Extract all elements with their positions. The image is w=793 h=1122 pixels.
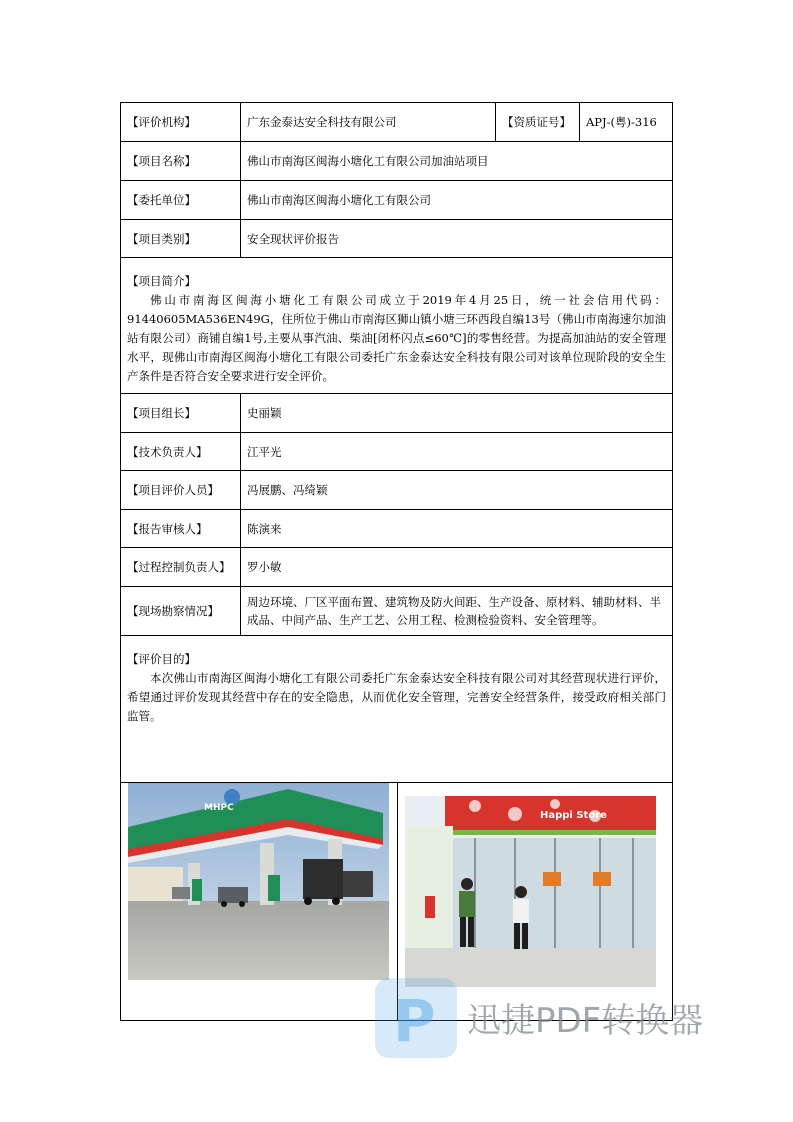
- process-value: 罗小敏: [247, 560, 282, 574]
- intro-label: 【项目简介】: [127, 274, 196, 288]
- evaluators-value: 冯展鹏、冯绮颖: [247, 483, 328, 497]
- cert-label: 【资质证号】: [496, 103, 580, 141]
- row-tech: [121, 433, 672, 471]
- survey-label: 【现场勘察情况】: [121, 587, 241, 635]
- project-name-label: 【项目名称】: [121, 142, 241, 180]
- row-eval-org: [121, 103, 672, 142]
- reviewer-value: 陈演来: [247, 521, 282, 536]
- gas-station-photo: [128, 783, 389, 980]
- converter-watermark: [375, 975, 735, 1060]
- intro-block: [121, 258, 672, 393]
- row-survey: [121, 587, 672, 636]
- eval-org-value: 广东金泰达安全科技有限公司: [241, 103, 496, 141]
- reviewer-label: 【报告审核人】: [121, 510, 241, 547]
- category-value: 安全现状评价报告: [247, 231, 339, 246]
- watermark-logo-letter: P: [393, 987, 436, 1055]
- row-client: [121, 181, 672, 220]
- row-category: [121, 220, 672, 258]
- client-label: 【委托单位】: [121, 181, 241, 219]
- row-intro: [121, 258, 672, 394]
- store-photo: [405, 796, 656, 987]
- row-purpose: [121, 636, 672, 783]
- leader-label: 【项目组长】: [121, 394, 241, 432]
- category-label: 【项目类别】: [121, 220, 241, 257]
- pdf-converter-logo-icon: [375, 975, 735, 1060]
- leader-value: 史丽颖: [247, 406, 282, 420]
- row-reviewer: [121, 510, 672, 548]
- row-leader: [121, 394, 672, 433]
- purpose-text: 本次佛山市南海区闽海小塘化工有限公司委托广东金泰达安全科技有限公司对其经营现状进行评价，希望通过评价发现其经营中存在的安全隐患，从而优化安全管理，完善安全经营条件，接受政府相关部门监管。: [127, 671, 666, 723]
- purpose-label: 【评价目的】: [127, 652, 196, 666]
- watermark-text: 迅捷PDF转换器: [467, 1001, 704, 1041]
- row-process: [121, 548, 672, 587]
- mhpc-sign: MHPC: [204, 803, 234, 813]
- store-image: [405, 796, 656, 987]
- purpose-block: [121, 636, 672, 782]
- gas-station-image: [128, 783, 389, 980]
- client-value: 佛山市南海区闽海小塘化工有限公司: [247, 193, 431, 207]
- tech-value: 江平光: [247, 444, 282, 459]
- eval-org-label: 【评价机构】: [121, 103, 241, 141]
- happi-store-sign: Happi Store: [540, 810, 607, 821]
- row-project-name: [121, 142, 672, 181]
- project-info-table: [120, 102, 673, 1021]
- project-name-value: 佛山市南海区闽海小塘化工有限公司加油站项目: [247, 154, 489, 168]
- process-label: 【过程控制负责人】: [121, 548, 241, 586]
- intro-text: 佛山市南海区闽海小塘化工有限公司成立于2019年4月25日，统一社会信用代码：91440605MA536EN49G，住所位于佛山市南海区狮山镇小塘三环西段自编13号（佛山市南海速尔加油站有限公司）商铺自编1号,主要从事汽油、柴油[闭杯闪点≤60℃]的零售经营。为提高加油站的安全管理水平，现佛山市南海区闽海小塘化工有限公司委托广东金泰达安全科技有限公司对该单位现阶段的安全生产条件是否符合安全要求进行安全评价。: [127, 293, 666, 383]
- survey-value: 周边环境、厂区平面布置、建筑物及防火间距、生产设备、原材料、辅助材料、半成品、中间产品、生产工艺、公用工程、检测检验资料、安全管理等。: [247, 595, 661, 627]
- cert-value: APJ-(粤)-316: [586, 115, 657, 129]
- evaluators-label: 【项目评价人员】: [121, 471, 241, 509]
- row-evaluators: [121, 471, 672, 510]
- tech-label: 【技术负责人】: [121, 433, 241, 470]
